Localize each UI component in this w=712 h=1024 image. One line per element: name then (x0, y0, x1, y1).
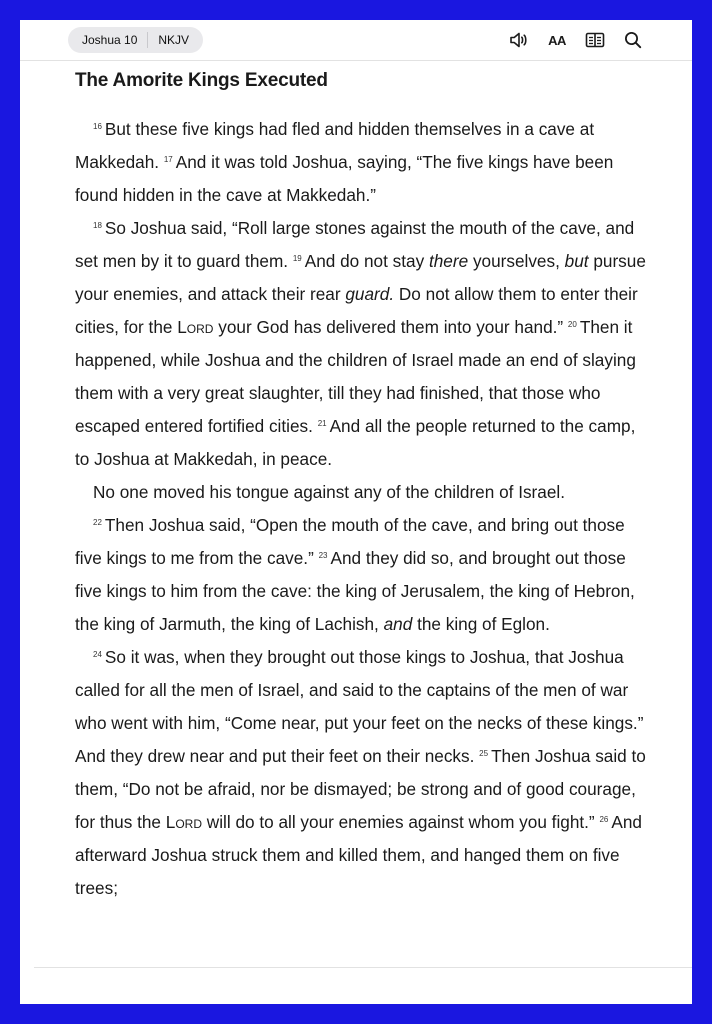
scripture-text (75, 113, 650, 905)
verse-text-italic[interactable]: guard. (345, 284, 395, 304)
reader-toolbar (20, 20, 692, 61)
paragraph (75, 212, 650, 476)
verse-text[interactable]: And do not stay (304, 251, 425, 271)
verse-number[interactable]: 19 (292, 254, 302, 263)
verse-text[interactable]: No one moved his tongue against any of the children of Israel. (93, 482, 565, 502)
verse-text[interactable]: yourselves, (472, 251, 560, 271)
paragraph (75, 641, 650, 905)
speaker-icon-graphic (509, 31, 529, 49)
book-columns-icon[interactable] (584, 29, 606, 51)
verse-text[interactable]: And it was told Joshua, saying, “The five kings have been found hidden in the cave at Makkedah.” (75, 152, 614, 205)
speaker-icon[interactable] (508, 29, 530, 51)
verse-number[interactable]: 17 (163, 155, 173, 164)
verse-text[interactable]: But these five kings had fled and hidden themselves in a cave at Makkedah. (75, 119, 595, 172)
book-columns-icon-graphic (585, 32, 605, 48)
verse-text[interactable]: And they did so, and brought out those five kings to him from the cave: the king of Jerusalem, the king of Hebron, the king of Jarmuth, the king of Lachish, (75, 548, 635, 634)
verse-text[interactable]: pursue your enemies, and attack their rear (75, 251, 646, 304)
passage-selector (68, 27, 203, 53)
verse-number[interactable]: 24 (93, 650, 102, 659)
verse-text-italic[interactable]: and (383, 614, 413, 634)
book-chapter-button[interactable]: Joshua 10 (82, 33, 138, 47)
verse-text[interactable]: will do to all your enemies against whom you fight.” (206, 812, 595, 832)
verse-number[interactable]: 20 (567, 320, 577, 329)
toolbar-actions (508, 29, 644, 51)
verse-text-italic[interactable]: there (428, 251, 469, 271)
verse-text[interactable]: And afterward Joshua struck them and killed them, and hanged them on five trees; (75, 812, 642, 898)
verse-number[interactable]: 22 (93, 518, 102, 527)
verse-number[interactable]: 21 (317, 419, 327, 428)
paragraph (75, 476, 650, 509)
verse-text[interactable]: the king of Eglon. (417, 614, 550, 634)
verse-number[interactable]: 18 (93, 221, 102, 230)
verse-number[interactable]: 26 (599, 815, 609, 824)
bottom-divider (34, 967, 692, 968)
verse-number[interactable]: 16 (93, 122, 102, 131)
paragraph (75, 113, 650, 212)
divine-name[interactable]: Lord (177, 317, 214, 337)
verse-text[interactable]: Then Joshua said to them, “Do not be afraid, nor be dismayed; be strong and of good courage, for thus the (75, 746, 646, 832)
verse-text-italic[interactable]: but (564, 251, 589, 271)
version-button[interactable]: NKJV (158, 33, 190, 47)
verse-text[interactable]: So it was, when they brought out those kings to Joshua, that Joshua called for all the men of Israel, and said to the captains of the men of war who went with him, “Come near, put your feet on the necks of these kings.” And they drew near and put their feet on their necks. (75, 647, 644, 766)
divine-name[interactable]: Lord (165, 812, 203, 832)
paragraph (75, 509, 650, 641)
verse-text[interactable]: So Joshua said, “Roll large stones against the mouth of the cave, and set men by it to guard them. (75, 218, 635, 271)
verse-number[interactable]: 25 (479, 749, 489, 758)
verse-text[interactable]: Then Joshua said, “Open the mouth of the cave, and bring out those five kings to me from the cave.” (75, 515, 625, 568)
section-heading: The Amorite Kings Executed (75, 70, 328, 91)
font-size-button[interactable]: AA (548, 32, 566, 48)
search-icon[interactable] (622, 29, 644, 51)
verse-text[interactable]: Do not allow them to enter their cities, for the (75, 284, 638, 337)
chapter-content (75, 60, 650, 905)
verse-number[interactable]: 23 (318, 551, 328, 560)
verse-text[interactable]: your God has delivered them into your hand.” (218, 317, 564, 337)
reader-window (20, 20, 692, 1004)
verse-text[interactable]: And all the people returned to the camp, to Joshua at Makkedah, in peace. (75, 416, 636, 469)
verse-text[interactable]: Then it happened, while Joshua and the children of Israel made an end of slaying them with a very great slaughter, till they had finished, that those who escaped entered fortified cities. (75, 317, 636, 436)
search-icon-graphic (624, 31, 642, 49)
